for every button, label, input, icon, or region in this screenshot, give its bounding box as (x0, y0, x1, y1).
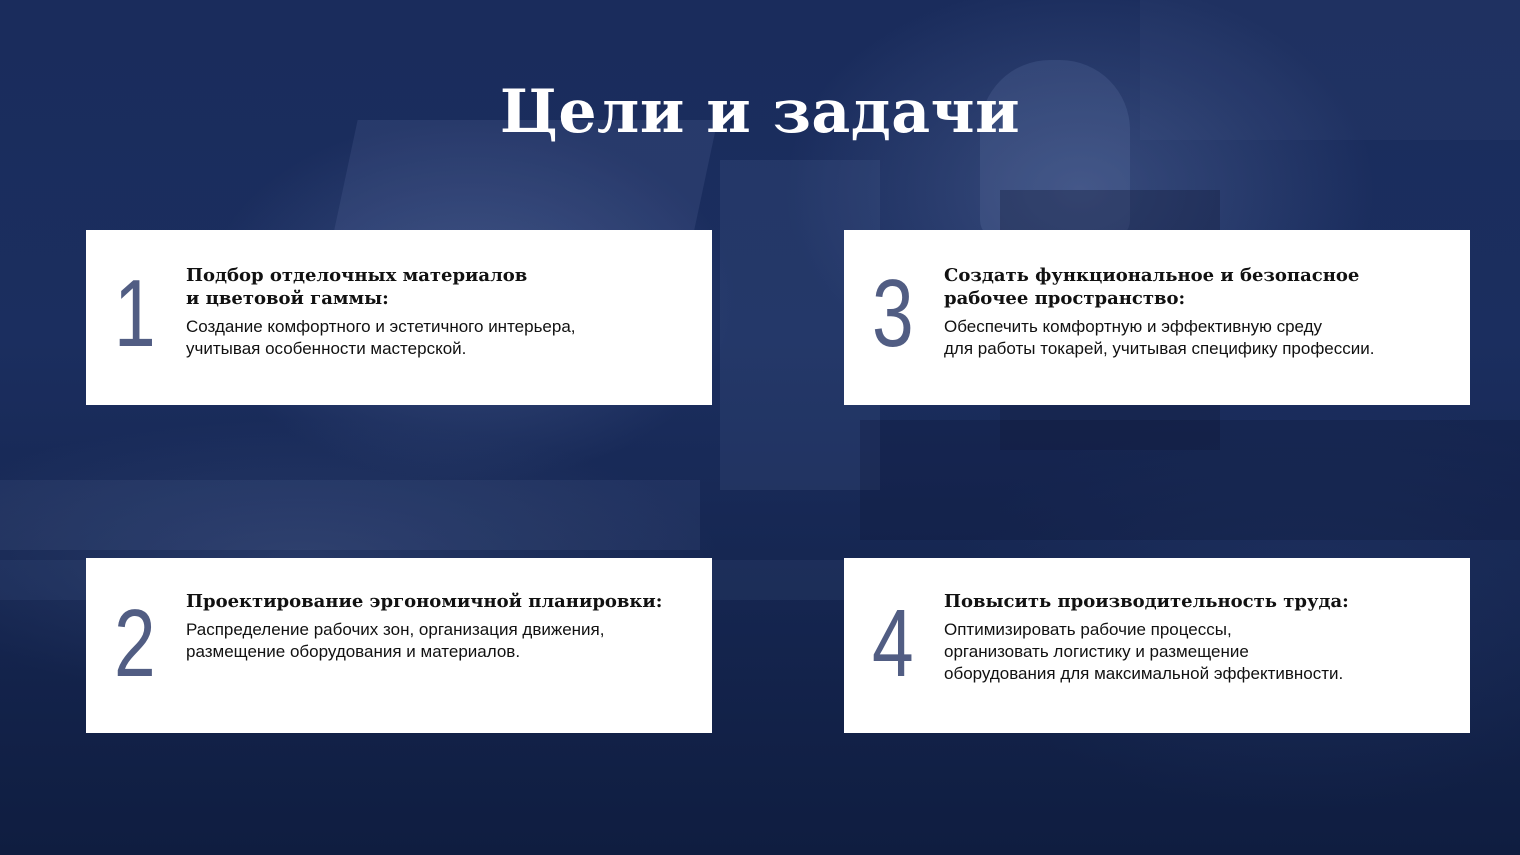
goal-number: 2 (114, 590, 156, 697)
goal-number: 3 (872, 260, 914, 367)
goal-description: Распределение рабочих зон, организация движения, размещение оборудования и материалов. (186, 620, 605, 661)
goal-description: Оптимизировать рабочие процессы, организовать логистику и размещение оборудования для максимальной эффективности. (944, 620, 1344, 683)
goal-text-block (186, 264, 701, 360)
background-pipe-shape (0, 480, 700, 550)
goal-heading: Проектирование эргономичной планировки: (186, 591, 663, 612)
goal-description: Создание комфортного и эстетичного интерьера, учитывая особенности мастерской. (186, 317, 576, 358)
goal-heading: Повысить производительность труда: (944, 591, 1349, 612)
goal-text-block (944, 264, 1459, 360)
goal-card-4 (844, 558, 1470, 733)
goal-number: 1 (114, 260, 156, 367)
goal-heading: Создать функциональное и безопасное рабочее пространство: (944, 265, 1360, 309)
goal-heading: Подбор отделочных материалов и цветовой гаммы: (186, 265, 528, 309)
goal-card-1 (86, 230, 712, 405)
slide-title: Цели и задачи (499, 77, 1021, 147)
goal-description: Обеспечить комфортную и эффективную среду для работы токарей, учитывая специфику профессии. (944, 317, 1375, 358)
goal-number: 4 (872, 590, 914, 697)
goal-text-block (186, 590, 701, 663)
goal-text-block (944, 590, 1459, 685)
goal-card-2 (86, 558, 712, 733)
goal-card-3 (844, 230, 1470, 405)
background-table-shape (860, 420, 1520, 540)
